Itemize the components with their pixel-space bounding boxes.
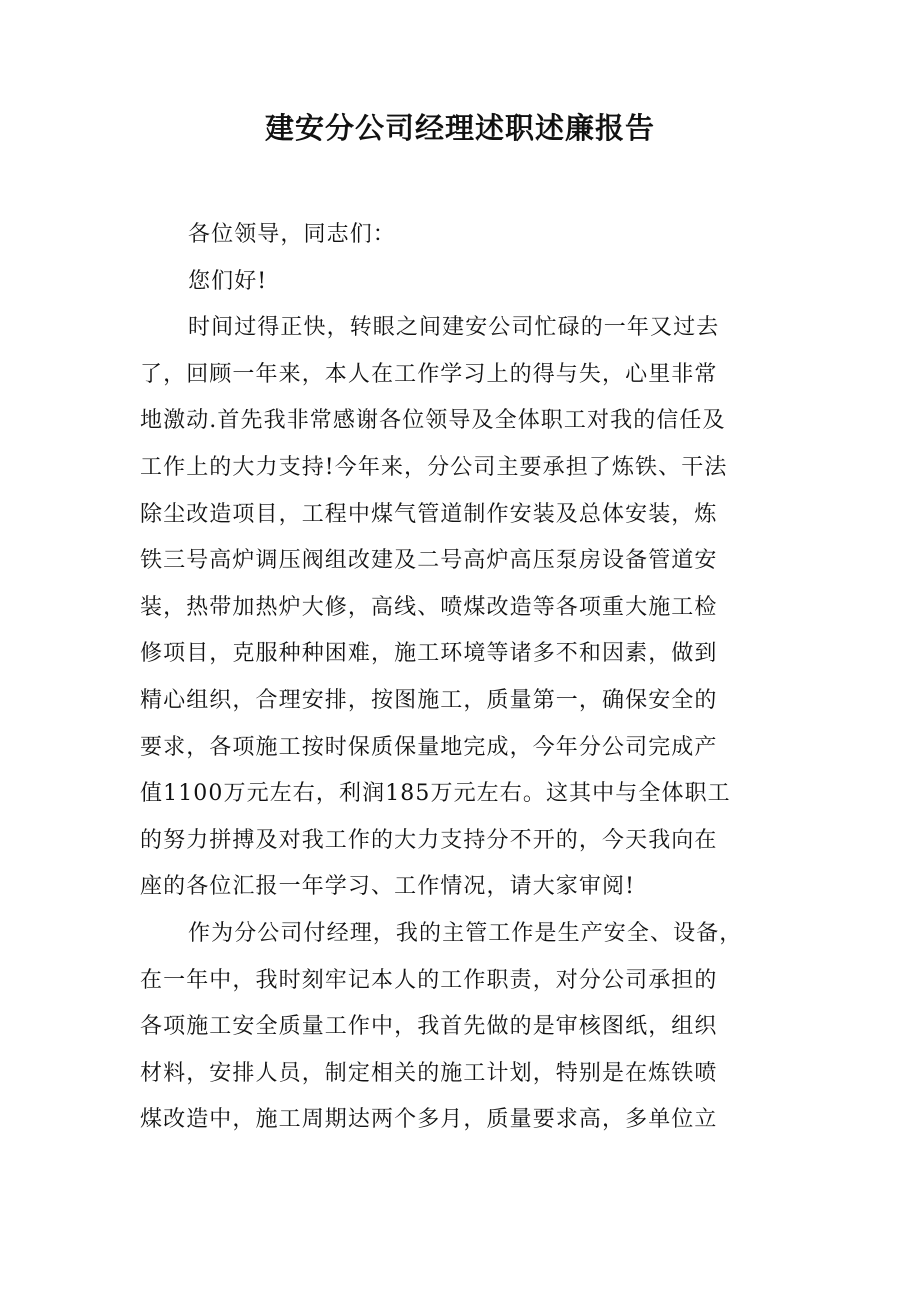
paragraph-line: 在一年中，我时刻牢记本人的工作职责，对分公司承担的 [140,967,718,993]
paragraph-line: 除尘改造项目，工程中煤气管道制作安装及总体安装，炼 [140,501,718,527]
document-body [140,212,780,1144]
paragraph-2 [140,911,780,1144]
paragraph-line: 作为分公司付经理，我的主管工作是生产安全、设备， [188,920,743,946]
paragraph-line: 了，回顾一年来，本人在工作学习上的得与失，心里非常 [140,361,718,387]
paragraph-line: 工作上的大力支持!今年来，分公司主要承担了炼铁、干法 [140,454,728,480]
paragraph-line: 铁三号高炉调压阀组改建及二号高炉高压泵房设备管道安 [140,548,718,574]
paragraph-line: 的努力拼搏及对我工作的大力支持分不开的，今天我向在 [140,827,718,853]
paragraph-line: 时间过得正快，转眼之间建安公司忙碌的一年又过去 [188,315,720,341]
paragraph-line: 精心组织，合理安排，按图施工，质量第一，确保安全的 [140,687,718,713]
document-title: 建安分公司经理述职述廉报告 [264,111,655,145]
paragraph-line: 要求，各项施工按时保质保量地完成，今年分公司完成产 [140,734,718,760]
paragraph-line: 材料，安排人员，制定相关的施工计划，特别是在炼铁喷 [140,1060,718,1086]
paragraph-line: 地激动.首先我非常感谢各位领导及全体职工对我的信任及 [140,408,726,434]
paragraph-line: 座的各位汇报一年学习、工作情况，请大家审阅! [140,874,636,900]
paragraph-1 [140,305,780,911]
paragraph-line: 各项施工安全质量工作中，我首先做的是审核图纸，组织 [140,1014,718,1040]
paragraph-line: 装，热带加热炉大修，高线、喷煤改造等各项重大施工检 [140,594,718,620]
paragraph-line: 煤改造中，施工周期达两个多月，质量要求高，多单位立 [140,1107,718,1133]
salutation-paragraph: 各位领导，同志们： [188,222,396,247]
greeting-paragraph: 您们好! [188,268,268,294]
paragraph-line: 值1100万元左右，利润185万元左右。这其中与全体职工 [140,781,731,807]
paragraph-line: 修项目，克服种种困难，施工环境等诸多不和因素，做到 [140,641,718,667]
